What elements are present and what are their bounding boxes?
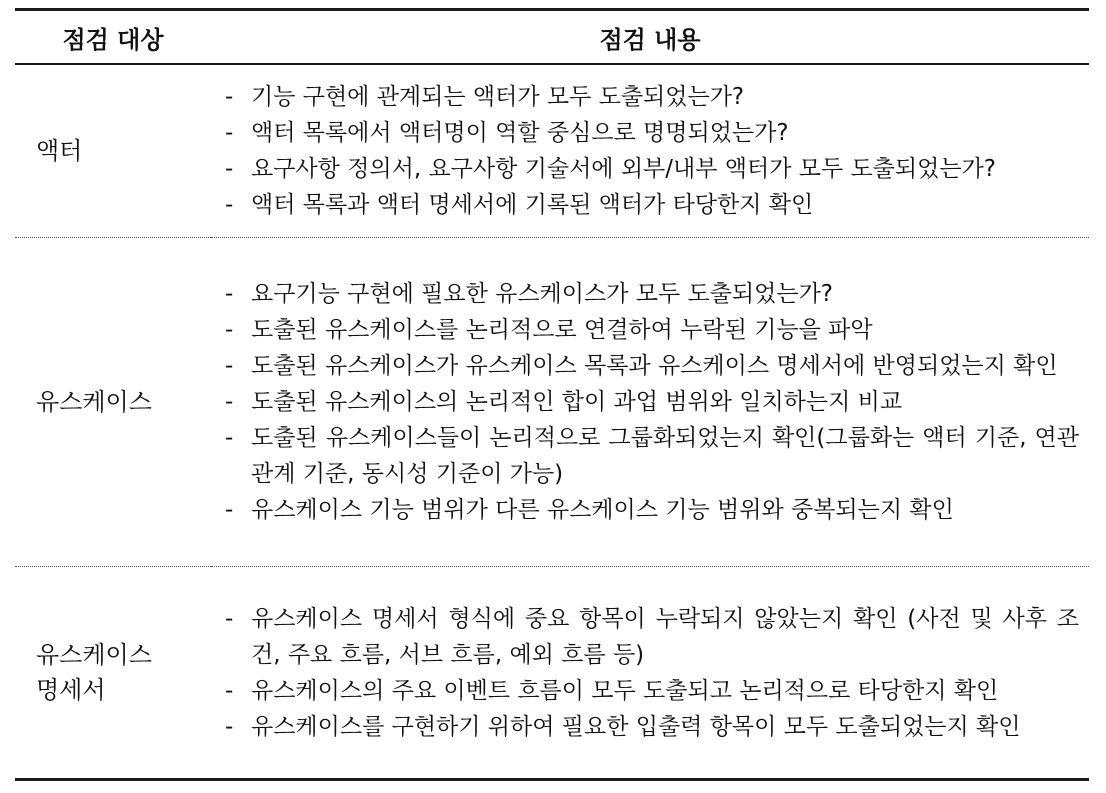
dash-bullet: - <box>225 425 234 451</box>
dash-bullet: - <box>225 120 234 146</box>
check-item-text: 기능 구현에 관계되는 액터가 모두 도출되었는가? <box>251 84 745 110</box>
check-item-text: 요구기능 구현에 필요한 유스케이스가 모두 도출되었는가? <box>251 281 833 307</box>
check-item-text: 유스케이스를 구현하기 위하여 필요한 입출력 항목이 모두 도출되었는지 확인 <box>251 713 1021 740</box>
subject-label: 액터 <box>36 136 83 165</box>
check-item-text: 도출된 유스케이스가 유스케이스 목록과 유스케이스 명세서에 반영되었는지 확인 <box>251 353 1058 379</box>
inspection-table <box>15 8 1089 781</box>
dash-bullet: - <box>225 353 234 379</box>
subject-label: 명세서 <box>36 675 106 704</box>
content-cell <box>211 64 1089 238</box>
subject-cell <box>15 567 211 780</box>
dash-bullet: - <box>225 713 234 740</box>
check-item <box>225 384 1079 420</box>
check-item <box>225 312 1079 348</box>
check-item-text: 도출된 유스케이스를 논리적으로 연결하여 누락된 기능을 파악 <box>251 317 873 343</box>
check-item-text: 유스케이스 명세서 형식에 중요 항목이 누락되지 않았는지 확인 (사전 및 사후 조건, 주요 흐름, 서브 흐름, 예외 흐름 등) <box>251 605 1079 668</box>
check-item <box>225 673 1079 709</box>
dash-bullet: - <box>225 156 234 182</box>
check-item <box>225 151 1079 187</box>
check-item <box>225 709 1079 745</box>
check-item <box>225 348 1079 384</box>
check-item <box>225 492 1079 528</box>
table-row-actor <box>15 64 1089 238</box>
check-item-text: 도출된 유스케이스의 논리적인 합이 과업 범위와 일치하는지 비교 <box>251 389 903 415</box>
dash-bullet: - <box>225 497 234 523</box>
header-content: 점검 내용 <box>211 10 1089 65</box>
check-item <box>225 115 1079 151</box>
check-item <box>225 601 1079 673</box>
header-subject: 점검 대상 <box>15 10 211 65</box>
check-item-text: 유스케이스의 주요 이벤트 흐름이 모두 도출되고 논리적으로 타당한지 확인 <box>251 677 999 704</box>
check-list <box>211 79 1089 223</box>
check-list <box>211 276 1089 528</box>
content-cell <box>211 238 1089 567</box>
check-item-text: 유스케이스 기능 범위가 다른 유스케이스 기능 범위와 중복되는지 확인 <box>251 497 954 523</box>
check-item <box>225 276 1079 312</box>
dash-bullet: - <box>225 389 234 415</box>
check-item <box>225 187 1079 223</box>
subject-label: 유스케이스 <box>36 387 152 416</box>
dash-bullet: - <box>225 605 234 632</box>
subject-cell <box>15 64 211 238</box>
content-cell <box>211 567 1089 780</box>
subject-cell <box>15 238 211 567</box>
dash-bullet: - <box>225 317 234 343</box>
check-item-text: 요구사항 정의서, 요구사항 기술서에 외부/내부 액터가 모두 도출되었는가? <box>251 156 996 182</box>
dash-bullet: - <box>225 677 234 704</box>
table-row-usecase-spec <box>15 567 1089 780</box>
dash-bullet: - <box>225 281 234 307</box>
check-item-text: 액터 목록과 액터 명세서에 기록된 액터가 타당한지 확인 <box>251 192 814 218</box>
check-item <box>225 79 1079 115</box>
subject-label: 유스케이스 <box>36 640 152 669</box>
dash-bullet: - <box>225 192 234 218</box>
dash-bullet: - <box>225 84 234 110</box>
table-header-row <box>15 10 1089 65</box>
check-item <box>225 420 1079 492</box>
table-row-usecase <box>15 238 1089 567</box>
check-item-text: 액터 목록에서 액터명이 역할 중심으로 명명되었는가? <box>251 120 789 146</box>
check-list <box>211 601 1089 745</box>
check-item-text: 도출된 유스케이스들이 논리적으로 그룹화되었는지 확인(그룹화는 액터 기준, 연관 관계 기준, 동시성 기준이 가능) <box>251 425 1079 487</box>
